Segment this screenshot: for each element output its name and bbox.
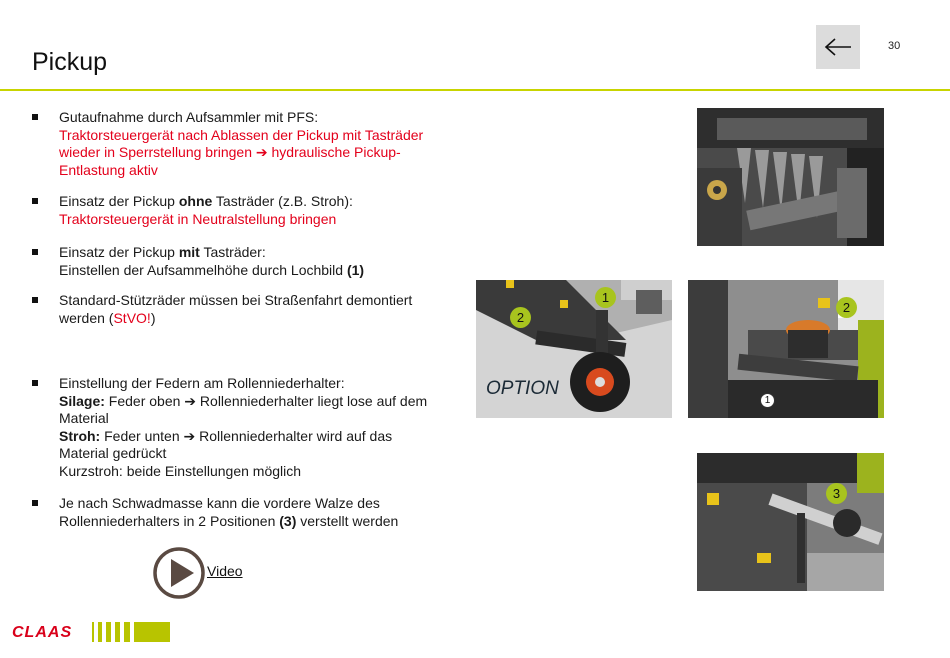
bullet-line: Einsatz der Pickup ohne Tasträder (z.B. Stroh): bbox=[59, 193, 353, 209]
bullet-line: Material bbox=[59, 410, 109, 426]
bullet-line: Einstellung der Federn am Rollenniederhalter: bbox=[59, 375, 345, 391]
bullet-line: Einstellen der Aufsammelhöhe durch Lochbild (1) bbox=[59, 261, 365, 278]
bullet-line-red: Entlastung aktiv bbox=[59, 161, 158, 178]
bullet-line: Kurzstroh: beide Einstellungen möglich bbox=[59, 462, 302, 479]
page-title: Pickup bbox=[32, 48, 108, 76]
bullet-square-icon bbox=[32, 198, 38, 204]
bullet-square-icon bbox=[32, 297, 38, 303]
callout-badge: 1 bbox=[760, 393, 775, 408]
arrow-right-icon: ➔ bbox=[184, 392, 197, 409]
callout-badge: 3 bbox=[826, 483, 847, 504]
video-play-button[interactable] bbox=[152, 546, 206, 600]
svg-text:CLAAS: CLAAS bbox=[12, 624, 73, 641]
option-label: OPTION bbox=[486, 378, 559, 399]
bullet-line: werden (StVO!) bbox=[59, 309, 156, 326]
bullet-line: Gutaufnahme durch Aufsammler mit PFS: bbox=[59, 109, 319, 125]
claas-logo bbox=[12, 620, 174, 649]
arrow-right-icon: ➔ bbox=[255, 144, 268, 160]
video-link[interactable]: Video bbox=[207, 563, 243, 579]
bullet-line-red: Traktorsteuergerät in Neutralstellung bringen bbox=[59, 210, 337, 227]
arrow-left-icon bbox=[824, 37, 852, 57]
back-button[interactable] bbox=[816, 25, 860, 69]
bullet-line-red: wieder in Sperrstellung bringen ➔ hydraulische Pickup- bbox=[59, 144, 401, 160]
photo-pickup-tines bbox=[697, 108, 884, 246]
bullet-line: Stroh: Feder unten ➔ Rollenniederhalter wird auf das bbox=[59, 427, 393, 444]
bullet-line: Je nach Schwadmasse kann die vordere Walze des bbox=[59, 495, 380, 511]
bullet-line: Silage: Feder oben ➔ Rollenniederhalter liegt lose auf dem bbox=[59, 392, 428, 409]
photo-roller-position bbox=[697, 453, 884, 591]
page-number: 30 bbox=[888, 40, 901, 52]
bullet-line: Standard-Stützräder müssen bei Straßenfahrt demontiert bbox=[59, 292, 413, 308]
play-icon bbox=[152, 546, 206, 600]
title-divider bbox=[0, 89, 950, 91]
callout-badge: 2 bbox=[836, 297, 857, 318]
bullet-square-icon bbox=[32, 380, 38, 386]
callout-badge: 1 bbox=[595, 287, 616, 308]
bullet-line-red: Traktorsteuergerät nach Ablassen der Pickup mit Tasträder bbox=[59, 126, 424, 143]
bullet-line: Material gedrückt bbox=[59, 445, 167, 461]
bullet-square-icon bbox=[32, 114, 38, 120]
callout-badge: 2 bbox=[510, 307, 531, 328]
arrow-right-icon: ➔ bbox=[183, 427, 196, 444]
bullet-square-icon bbox=[32, 249, 38, 255]
bullet-line: Einsatz der Pickup mit Tasträder: bbox=[59, 244, 266, 260]
bullet-line: Rollenniederhalters in 2 Positionen (3) verstellt werden bbox=[59, 512, 399, 529]
bullet-square-icon bbox=[32, 500, 38, 506]
